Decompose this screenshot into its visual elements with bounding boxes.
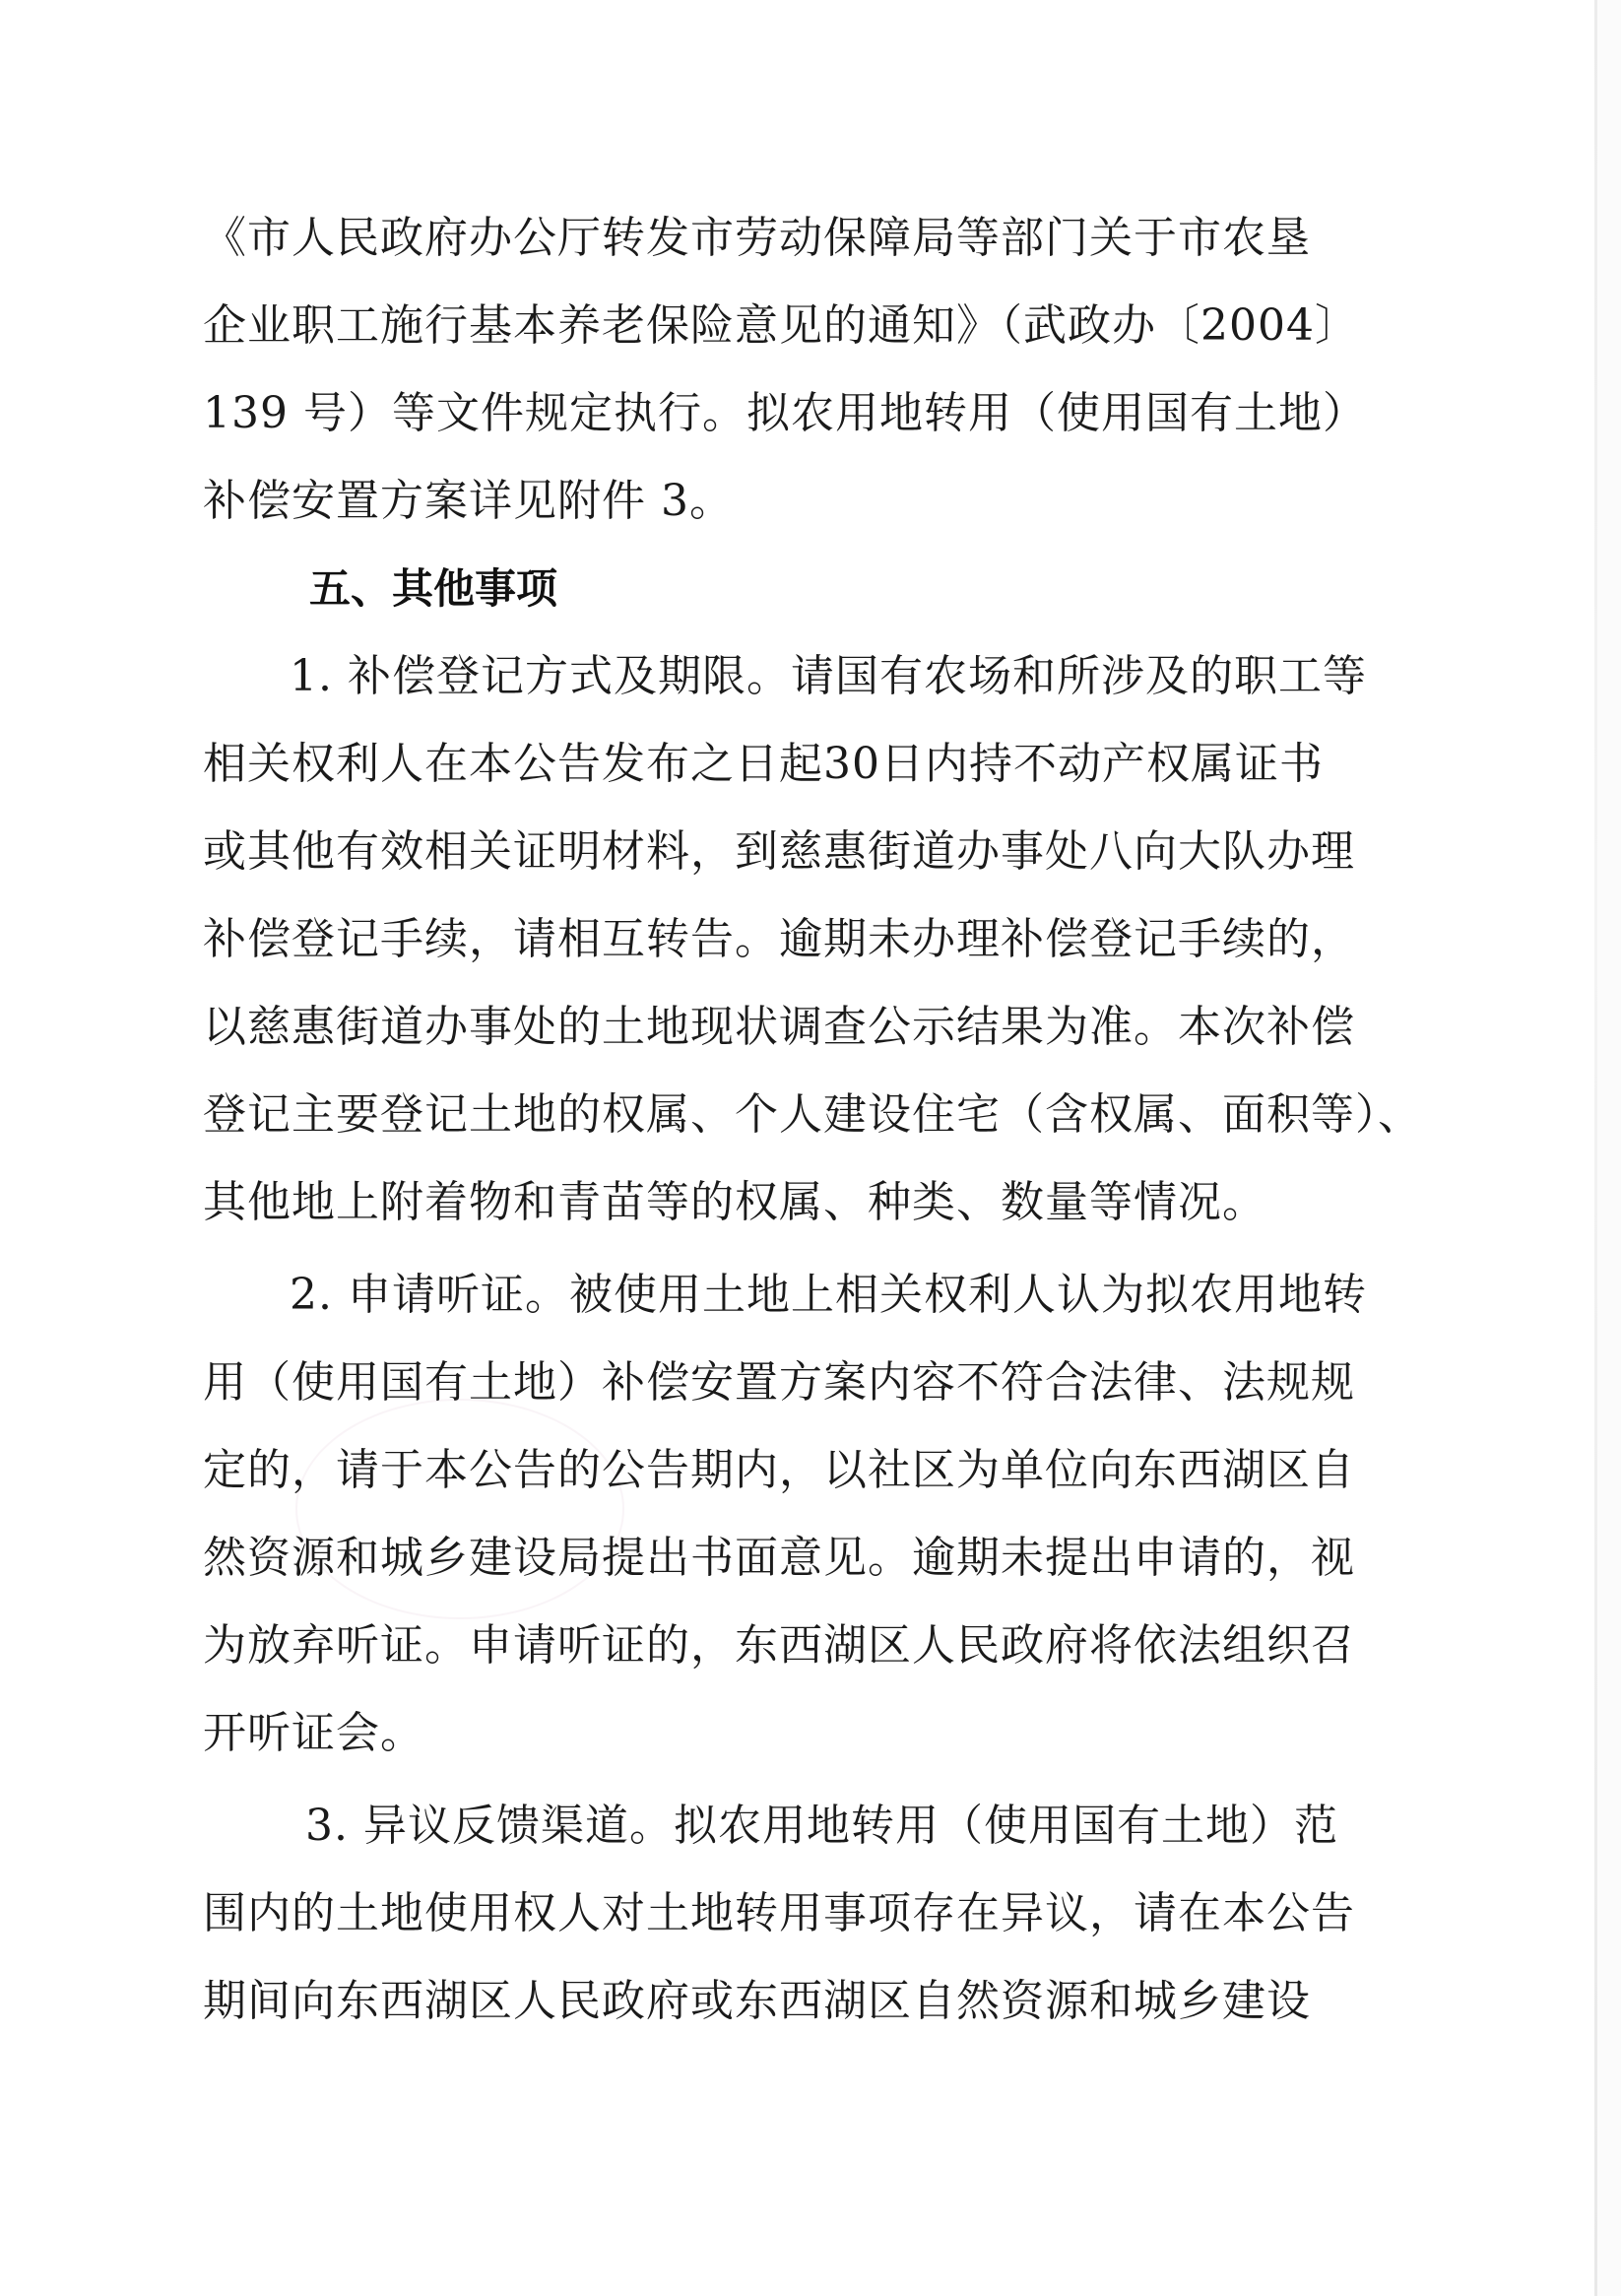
item-1-line: 1. 补偿登记方式及期限。请国有农场和所涉及的职工等 — [290, 651, 1367, 701]
item-2-line: 开听证会。 — [203, 1708, 424, 1758]
body-line: 企业职工施行基本养老保险意见的通知》（武政办〔2004〕 — [203, 300, 1359, 351]
item-3-line: 围内的土地使用权人对土地转用事项存在异议，请在本公告 — [203, 1888, 1355, 1938]
item-2-line: 定的，请于本公告的公告期内，以社区为单位向东西湖区自 — [203, 1445, 1355, 1495]
item-2-line: 2. 申请听证。被使用土地上相关权利人认为拟农用地转 — [290, 1270, 1367, 1320]
item-1-line: 相关权利人在本公告发布之日起30日内持不动产权属证书 — [203, 739, 1324, 789]
item-3-line: 期间向东西湖区人民政府或东西湖区自然资源和城乡建设 — [203, 1976, 1311, 2026]
document-body — [203, 213, 1422, 2067]
item-1-line: 其他地上附着物和青苗等的权属、种类、数量等情况。 — [203, 1177, 1266, 1227]
item-1-line: 以慈惠街道办事处的土地现状调查公示结果为准。本次补偿 — [203, 1002, 1355, 1052]
item-1-line: 登记主要登记土地的权属、个人建设住宅（含权属、面积等）、 — [203, 1089, 1422, 1140]
body-line: 《市人民政府办公厅转发市劳动保障局等部门关于市农垦 — [203, 213, 1311, 263]
body-line: 补偿安置方案详见附件 3。 — [203, 476, 734, 526]
scan-edge-shadow — [1594, 0, 1597, 2296]
item-2-line: 用（使用国有土地）补偿安置方案内容不符合法律、法规规 — [203, 1357, 1355, 1408]
section-heading: 五、其他事项 — [309, 564, 558, 613]
item-3-line: 3. 异议反馈渠道。拟农用地转用（使用国有土地）范 — [305, 1801, 1338, 1851]
item-1-line: 或其他有效相关证明材料，到慈惠街道办事处八向大队办理 — [203, 826, 1355, 877]
item-2-line: 然资源和城乡建设局提出书面意见。逾期未提出申请的，视 — [203, 1533, 1355, 1583]
body-line: 139 号）等文件规定执行。拟农用地转用（使用国有土地） — [203, 388, 1367, 438]
item-2-line: 为放弃听证。申请听证的，东西湖区人民政府将依法组织召 — [203, 1620, 1355, 1671]
item-1-line: 补偿登记手续，请相互转告。逾期未办理补偿登记手续的， — [203, 914, 1355, 964]
scan-margin — [1597, 0, 1621, 2296]
